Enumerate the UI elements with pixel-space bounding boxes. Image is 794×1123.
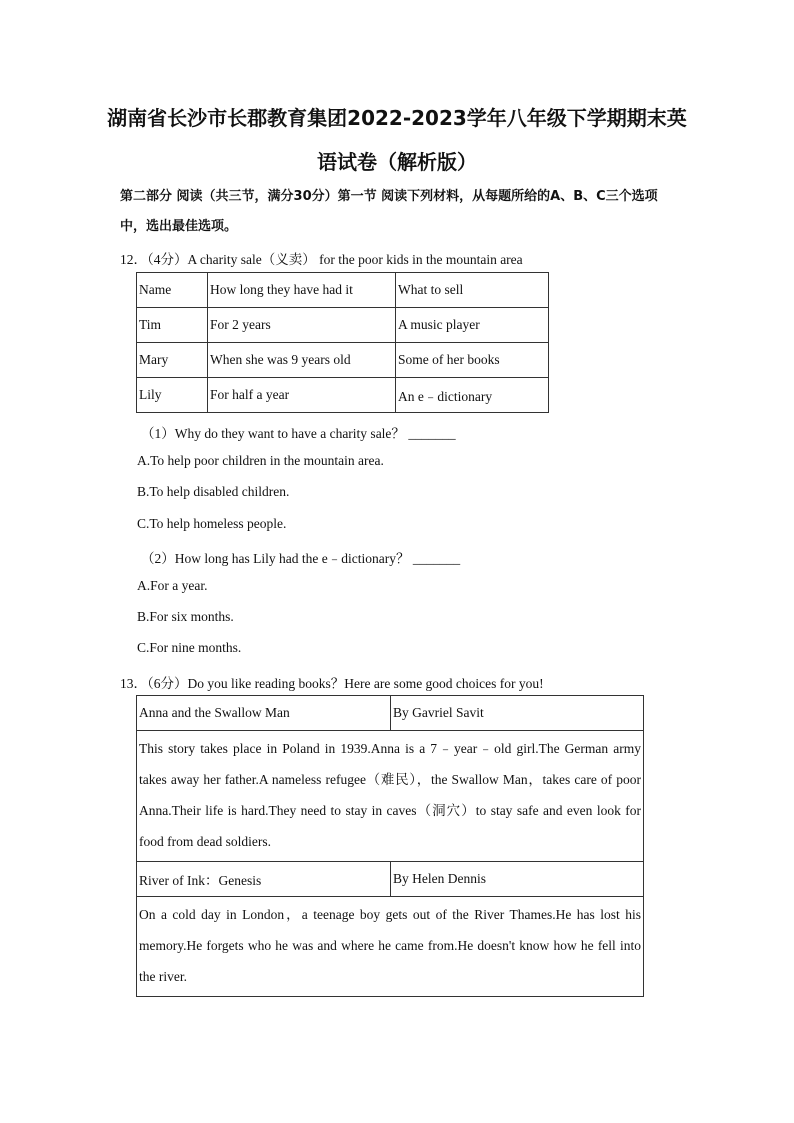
- answer-blank[interactable]: _______: [408, 426, 456, 441]
- option-b: B.To help disabled children.: [137, 484, 290, 499]
- table-header-row: [137, 273, 549, 308]
- book-description-row: [137, 897, 644, 997]
- book-description: On a cold day in London，a teenage boy gets out of the River Thames.He has lost his memory.He forgets who he was and where he came from.He doesn't know how he fell into the river.: [137, 897, 644, 997]
- subquestion-1-text: （1）Why do they want to have a charity sale？: [141, 426, 405, 441]
- question-12-heading: 12．（4分）A charity sale（义卖） for the poor kids in the mountain area: [120, 252, 523, 267]
- table-cell: A music player: [396, 308, 549, 343]
- book-title: Anna and the Swallow Man: [137, 696, 391, 731]
- table-row: [137, 378, 549, 413]
- subquestion-2: [141, 547, 460, 567]
- table-row: [137, 343, 549, 378]
- table-cell: Some of her books: [396, 343, 549, 378]
- table-cell: When she was 9 years old: [208, 343, 396, 378]
- question-13-heading: 13．（6分）Do you like reading books？Here are some good choices for you!: [120, 676, 544, 691]
- table-cell: What to sell: [396, 273, 549, 308]
- book-author: By Helen Dennis: [391, 862, 644, 897]
- book-title: River of Ink：Genesis: [137, 862, 391, 897]
- option-a: A.To help poor children in the mountain area.: [137, 453, 384, 468]
- charity-sale-table: [136, 272, 549, 413]
- page-title: 湖南省长沙市长郡教育集团2022-2023学年八年级下学期期末英语试卷（解析版）: [107, 106, 687, 174]
- book-header-row: [137, 696, 644, 731]
- table-cell: Mary: [137, 343, 208, 378]
- subquestion-1: [141, 422, 456, 442]
- table-cell: Lily: [137, 378, 208, 413]
- book-author: By Gavriel Savit: [391, 696, 644, 731]
- section-instructions: 第二部分 阅读（共三节，满分30分）第一节 阅读下列材料，从每题所给的A、B、C三个选项中，选出最佳选项。: [120, 189, 658, 234]
- option-a: A.For a year.: [137, 578, 208, 593]
- table-cell: For half a year: [208, 378, 396, 413]
- book-header-row: [137, 862, 644, 897]
- option-b: B.For six months.: [137, 609, 234, 624]
- option-c: C.For nine months.: [137, 640, 242, 655]
- table-row: [137, 308, 549, 343]
- table-cell: How long they have had it: [208, 273, 396, 308]
- table-cell: Name: [137, 273, 208, 308]
- table-cell: An e﹣dictionary: [396, 378, 549, 413]
- option-c: C.To help homeless people.: [137, 516, 287, 531]
- book-choices-table: [136, 695, 644, 997]
- answer-blank[interactable]: _______: [412, 551, 461, 566]
- table-cell: For 2 years: [208, 308, 396, 343]
- book-description: This story takes place in Poland in 1939.Anna is a 7﹣year﹣old girl.The German army takes away her father.A nameless refugee（难民），the Swallow Man，takes care of poor Anna.Their life is hard.They need to stay in caves（洞穴）to stay safe and even look for food from dead soldiers.: [137, 731, 644, 862]
- table-cell: Tim: [137, 308, 208, 343]
- subquestion-2-text: （2）How long has Lily had the e﹣dictionary？: [141, 551, 410, 566]
- book-description-row: [137, 731, 644, 862]
